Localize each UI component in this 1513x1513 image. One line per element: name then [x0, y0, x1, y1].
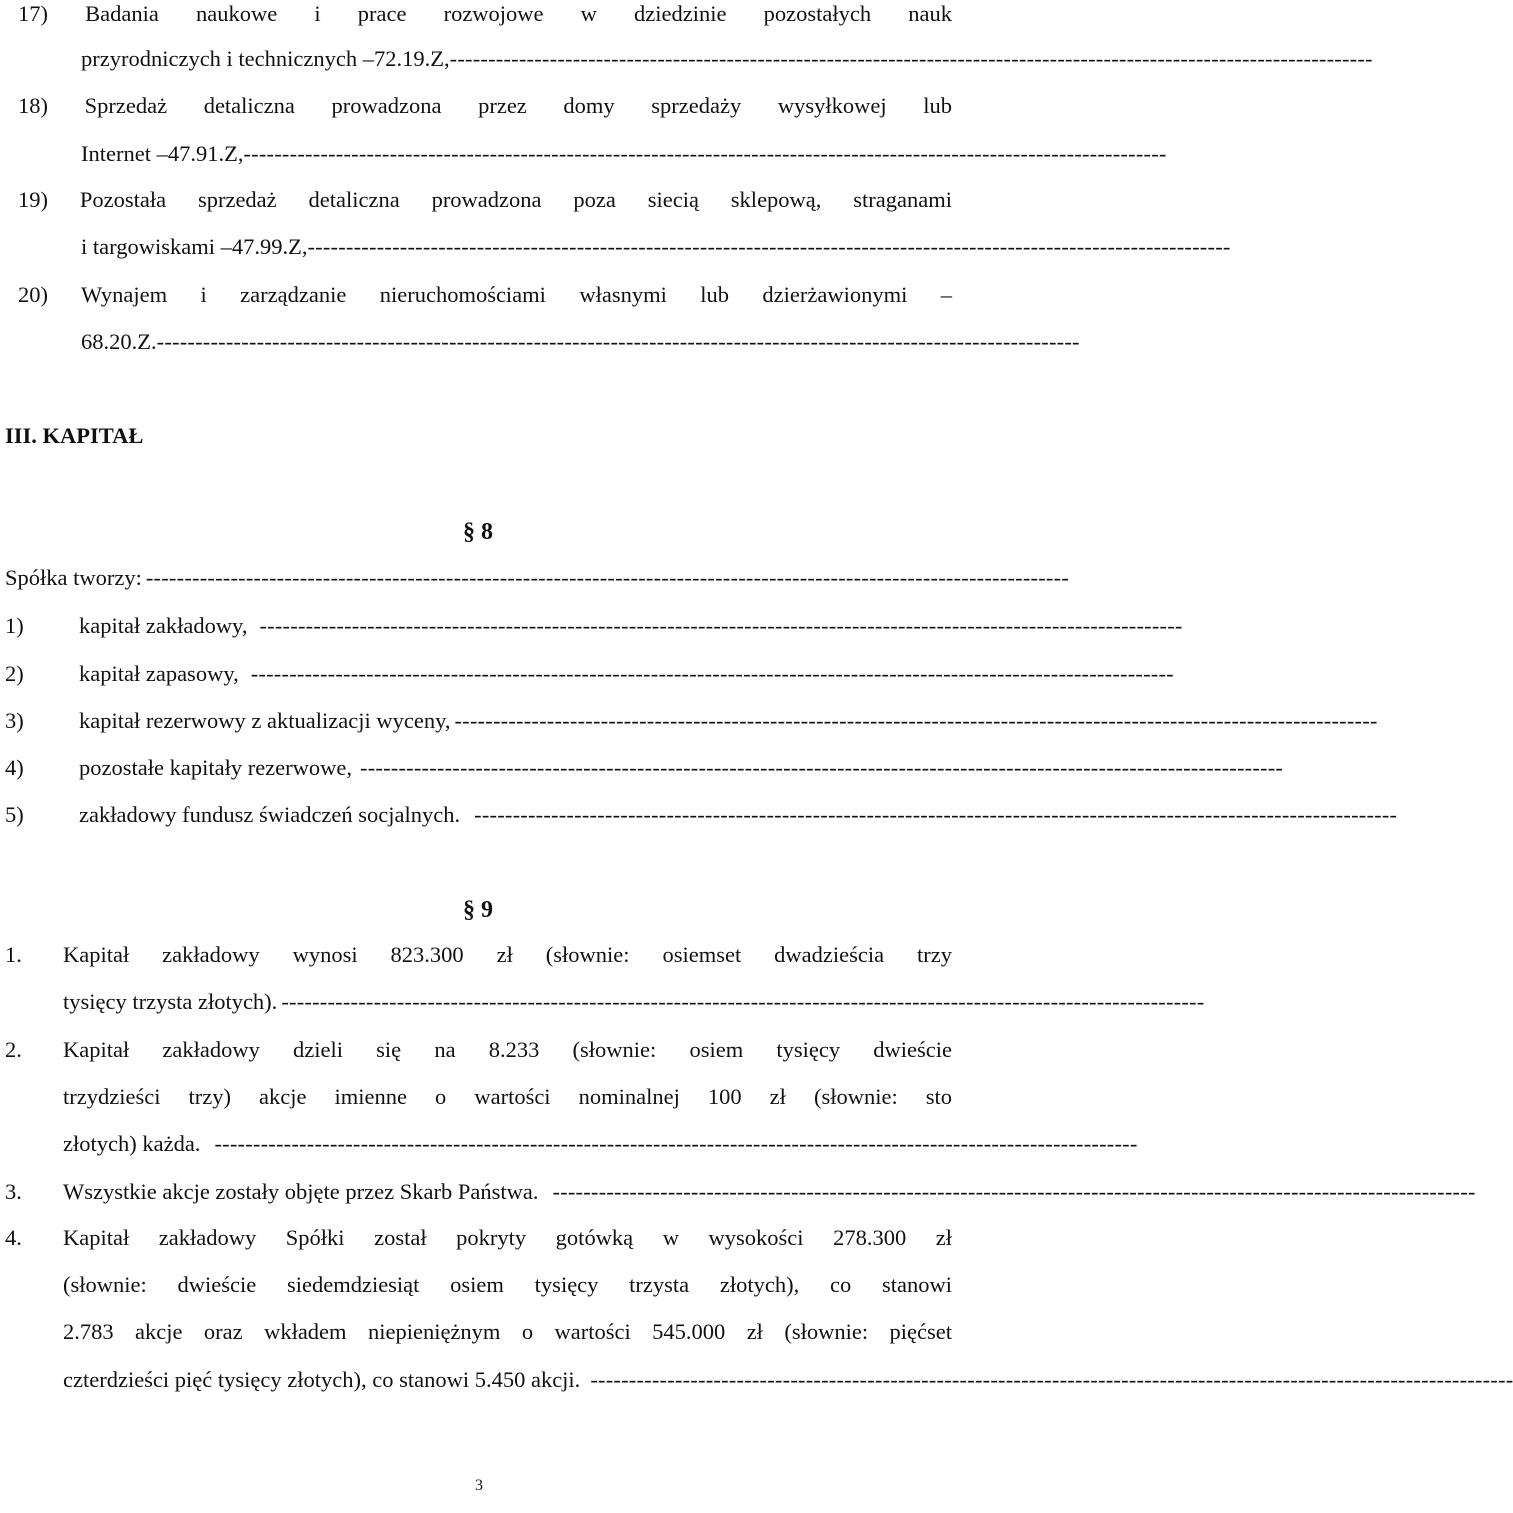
capital-item-text: kapitał rezerwowy z aktualizacji wyceny,	[79, 708, 451, 733]
list-item-17-line2	[81, 45, 1373, 73]
dash-filler: ------------------------------------------------------------------------------------------------------------------------	[454, 708, 1378, 733]
point-2-line3	[63, 1130, 1138, 1158]
point-4-text: czterdzieści pięć tysięcy złotych), co stanowi 5.450 akcji.	[63, 1367, 581, 1392]
dash-filler: ------------------------------------------------------------------------------------------------------------------------	[281, 989, 1205, 1014]
dash-filler: ------------------------------------------------------------------------------------------------------------------------	[307, 234, 1231, 259]
list-item-20-line1: 20) Wynajem i zarządzanie nieruchomościami własnymi lub dzierżawionymi –	[18, 282, 952, 307]
intro-line	[5, 564, 1069, 592]
capital-item-number: 4)	[5, 755, 24, 780]
list-item-18-text: Internet –47.91.Z,	[81, 141, 244, 166]
capital-item-2	[79, 660, 1174, 688]
point-3-text: Wszystkie akcje zostały objęte przez Skarb Państwa.	[63, 1179, 539, 1204]
list-item-18-line2	[81, 140, 1167, 168]
point-number: 2.	[5, 1037, 22, 1062]
dash-filler: ------------------------------------------------------------------------------------------------------------------------	[590, 1367, 1513, 1392]
dash-filler: ------------------------------------------------------------------------------------------------------------------------	[214, 1131, 1138, 1156]
point-1-line2	[63, 988, 1205, 1016]
dash-filler: ------------------------------------------------------------------------------------------------------------------------	[259, 613, 1183, 638]
list-item-17-text: przyrodniczych i technicznych –72.19.Z,	[81, 46, 450, 71]
list-item-17-line1: 17) Badania naukowe i prace rozwojowe w dziedzinie pozostałych nauk	[18, 1, 952, 26]
intro-text: Spółka tworzy:	[5, 565, 142, 590]
list-item-20-line2	[81, 328, 1080, 356]
point-1-line1: Kapitał zakładowy wynosi 823.300 zł (słownie: osiemset dwadzieścia trzy	[63, 942, 952, 967]
point-number: 4.	[5, 1225, 22, 1250]
point-4-line4	[63, 1366, 1513, 1394]
point-2-text: złotych) każda.	[63, 1131, 201, 1156]
capital-item-number: 5)	[5, 802, 24, 827]
capital-item-number: 1)	[5, 613, 24, 638]
point-1-text: tysięcy trzysta złotych).	[63, 989, 278, 1014]
dash-filler: ------------------------------------------------------------------------------------------------------------------------	[250, 661, 1174, 686]
capital-item-text: kapitał zakładowy,	[79, 613, 248, 638]
capital-item-5	[79, 801, 1398, 829]
point-4-line3: 2.783 akcje oraz wkładem niepieniężnym o wartości 545.000 zł (słownie: pięćset	[63, 1319, 952, 1344]
paragraph-9-heading: § 9	[463, 897, 493, 923]
point-number: 1.	[5, 942, 22, 967]
capital-item-text: zakładowy fundusz świadczeń socjalnych.	[79, 802, 461, 827]
list-item-19-text: i targowiskami –47.99.Z,	[81, 234, 308, 259]
dash-filler: ------------------------------------------------------------------------------------------------------------------------	[360, 755, 1284, 780]
dash-filler: ------------------------------------------------------------------------------------------------------------------------	[243, 141, 1167, 166]
capital-item-4	[79, 754, 1284, 782]
dash-filler: ------------------------------------------------------------------------------------------------------------------------	[156, 329, 1080, 354]
section-heading: III. KAPITAŁ	[5, 423, 144, 448]
point-2-line1: Kapitał zakładowy dzieli się na 8.233 (słownie: osiem tysięcy dwieście	[63, 1037, 952, 1062]
capital-item-3	[79, 707, 1378, 735]
point-4-line1: Kapitał zakładowy Spółki został pokryty gotówką w wysokości 278.300 zł	[63, 1225, 952, 1250]
capital-item-1	[79, 612, 1183, 640]
list-item-20-text: 68.20.Z.	[81, 329, 157, 354]
dash-filler: ------------------------------------------------------------------------------------------------------------------------	[552, 1179, 1476, 1204]
paragraph-8-heading: § 8	[463, 519, 493, 545]
point-4-line2: (słownie: dwieście siedemdziesiąt osiem tysięcy trzysta złotych), co stanowi	[63, 1272, 952, 1297]
page-number: 3	[475, 1477, 483, 1494]
dash-filler: ------------------------------------------------------------------------------------------------------------------------	[474, 802, 1398, 827]
capital-item-text: kapitał zapasowy,	[79, 661, 239, 686]
point-2-line2: trzydzieści trzy) akcje imienne o wartości nominalnej 100 zł (słownie: sto	[63, 1084, 952, 1109]
capital-item-number: 2)	[5, 661, 24, 686]
capital-item-number: 3)	[5, 708, 24, 733]
list-item-19-line1: 19) Pozostała sprzedaż detaliczna prowadzona poza siecią sklepową, straganami	[18, 187, 952, 212]
dash-filler: ------------------------------------------------------------------------------------------------------------------------	[145, 565, 1069, 590]
dash-filler: ------------------------------------------------------------------------------------------------------------------------	[449, 46, 1373, 71]
list-item-19-line2	[81, 233, 1231, 261]
list-item-18-line1: 18) Sprzedaż detaliczna prowadzona przez domy sprzedaży wysyłkowej lub	[18, 93, 952, 118]
point-number: 3.	[5, 1179, 22, 1204]
point-3-line1	[63, 1178, 1476, 1206]
capital-item-text: pozostałe kapitały rezerwowe,	[79, 755, 352, 780]
